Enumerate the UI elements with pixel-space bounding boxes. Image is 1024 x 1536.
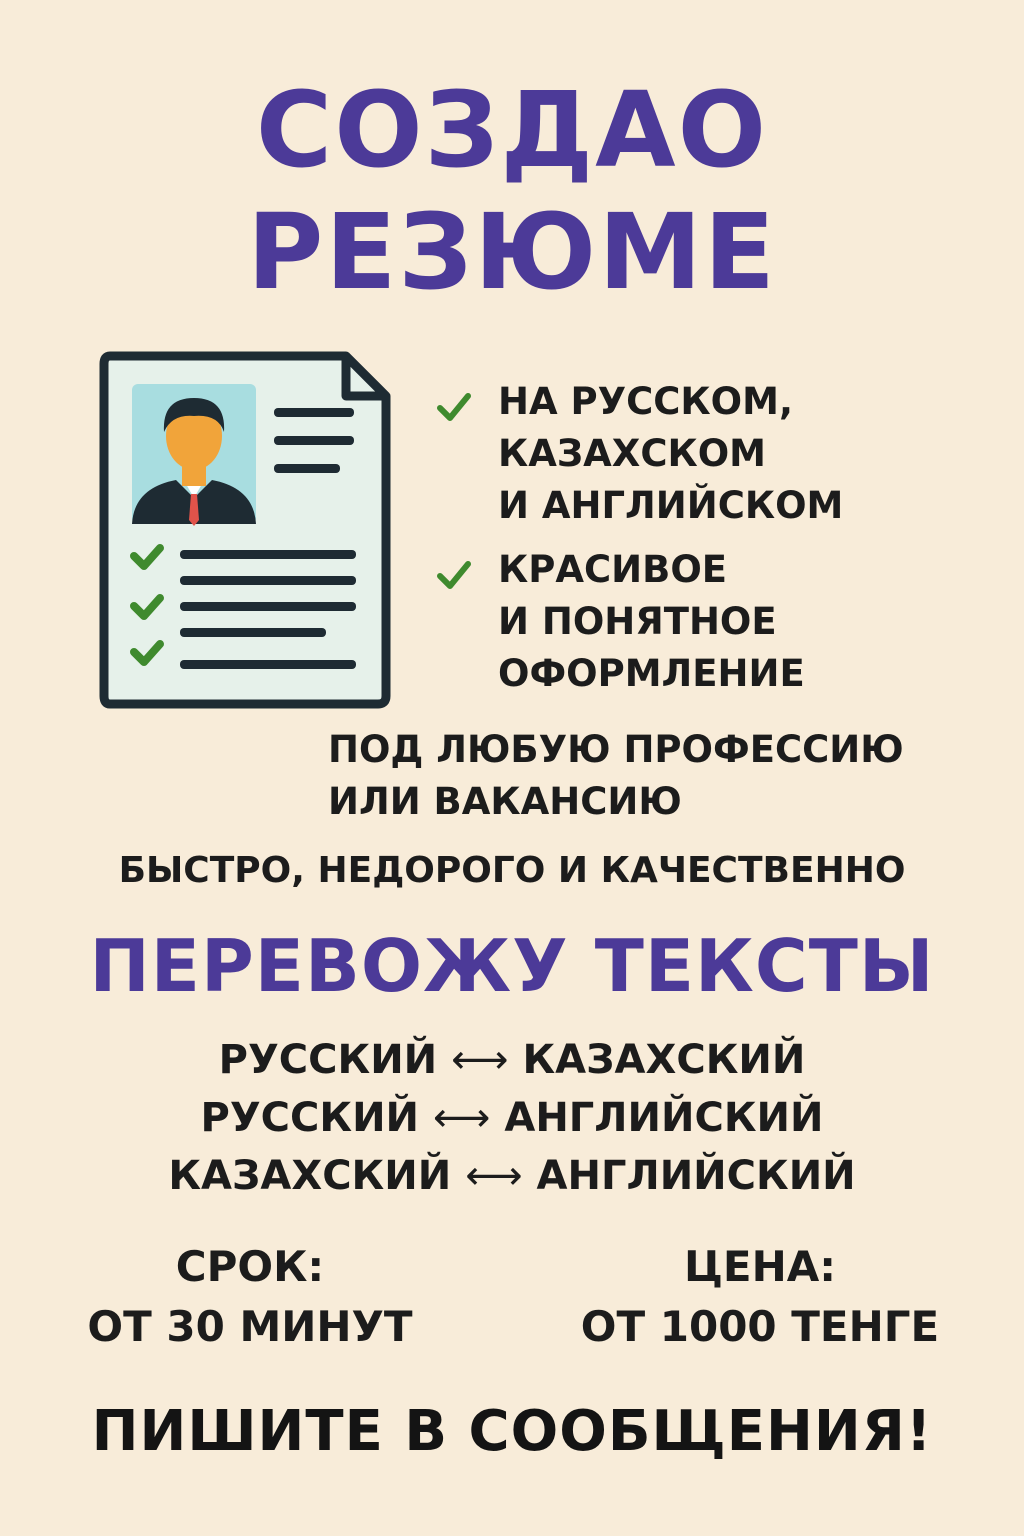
pair-to: АНГЛИЙСКИЙ xyxy=(536,1153,856,1199)
term-label: СРОК: xyxy=(175,1242,325,1291)
translation-pair xyxy=(0,1095,1024,1141)
feature-text: КРАСИВОЕ И ПОНЯТНОЕ ОФОРМЛЕНИЕ xyxy=(498,548,805,695)
call-to-action: ПИШИТЕ В СООБЩЕНИЯ! xyxy=(91,1399,933,1464)
term-value: ОТ 30 МИНУТ xyxy=(87,1302,413,1351)
translation-pair xyxy=(0,1153,1024,1199)
fast-cheap-quality: БЫСТРО, НЕДОРОГО И КАЧЕСТВЕННО xyxy=(118,850,906,891)
profession-line-1: ПОД ЛЮБУЮ ПРОФЕССИЮ xyxy=(328,728,904,771)
price-value: ОТ 1000 ТЕНГЕ xyxy=(580,1302,940,1351)
check-icon xyxy=(434,554,474,594)
feature-languages xyxy=(434,376,874,536)
check-icon xyxy=(434,386,474,426)
title-line-1: СОЗДАО xyxy=(255,69,769,191)
pair-to: АНГЛИЙСКИЙ xyxy=(504,1095,824,1141)
feature-text: НА РУССКОМ, КАЗАХСКОМ И АНГЛИЙСКОМ xyxy=(498,380,844,527)
pair-from: РУССКИЙ xyxy=(200,1095,420,1141)
title-line-2: РЕЗЮМЕ xyxy=(247,191,777,313)
profession-line-2: ИЛИ ВАКАНСИЮ xyxy=(328,780,682,823)
price-label: ЦЕНА: xyxy=(683,1242,837,1291)
resume-document-icon xyxy=(98,350,393,710)
double-arrow-icon: ⟷ xyxy=(465,1153,523,1199)
pair-from: РУССКИЙ xyxy=(218,1037,438,1083)
feature-design xyxy=(434,544,874,704)
double-arrow-icon: ⟷ xyxy=(451,1037,509,1083)
pair-from: КАЗАХСКИЙ xyxy=(168,1153,452,1199)
translation-pair xyxy=(0,1037,1024,1083)
double-arrow-icon: ⟷ xyxy=(433,1095,491,1141)
pair-to: КАЗАХСКИЙ xyxy=(522,1037,806,1083)
translate-title: ПЕРЕВОЖУ ТЕКСТЫ xyxy=(89,924,935,1008)
